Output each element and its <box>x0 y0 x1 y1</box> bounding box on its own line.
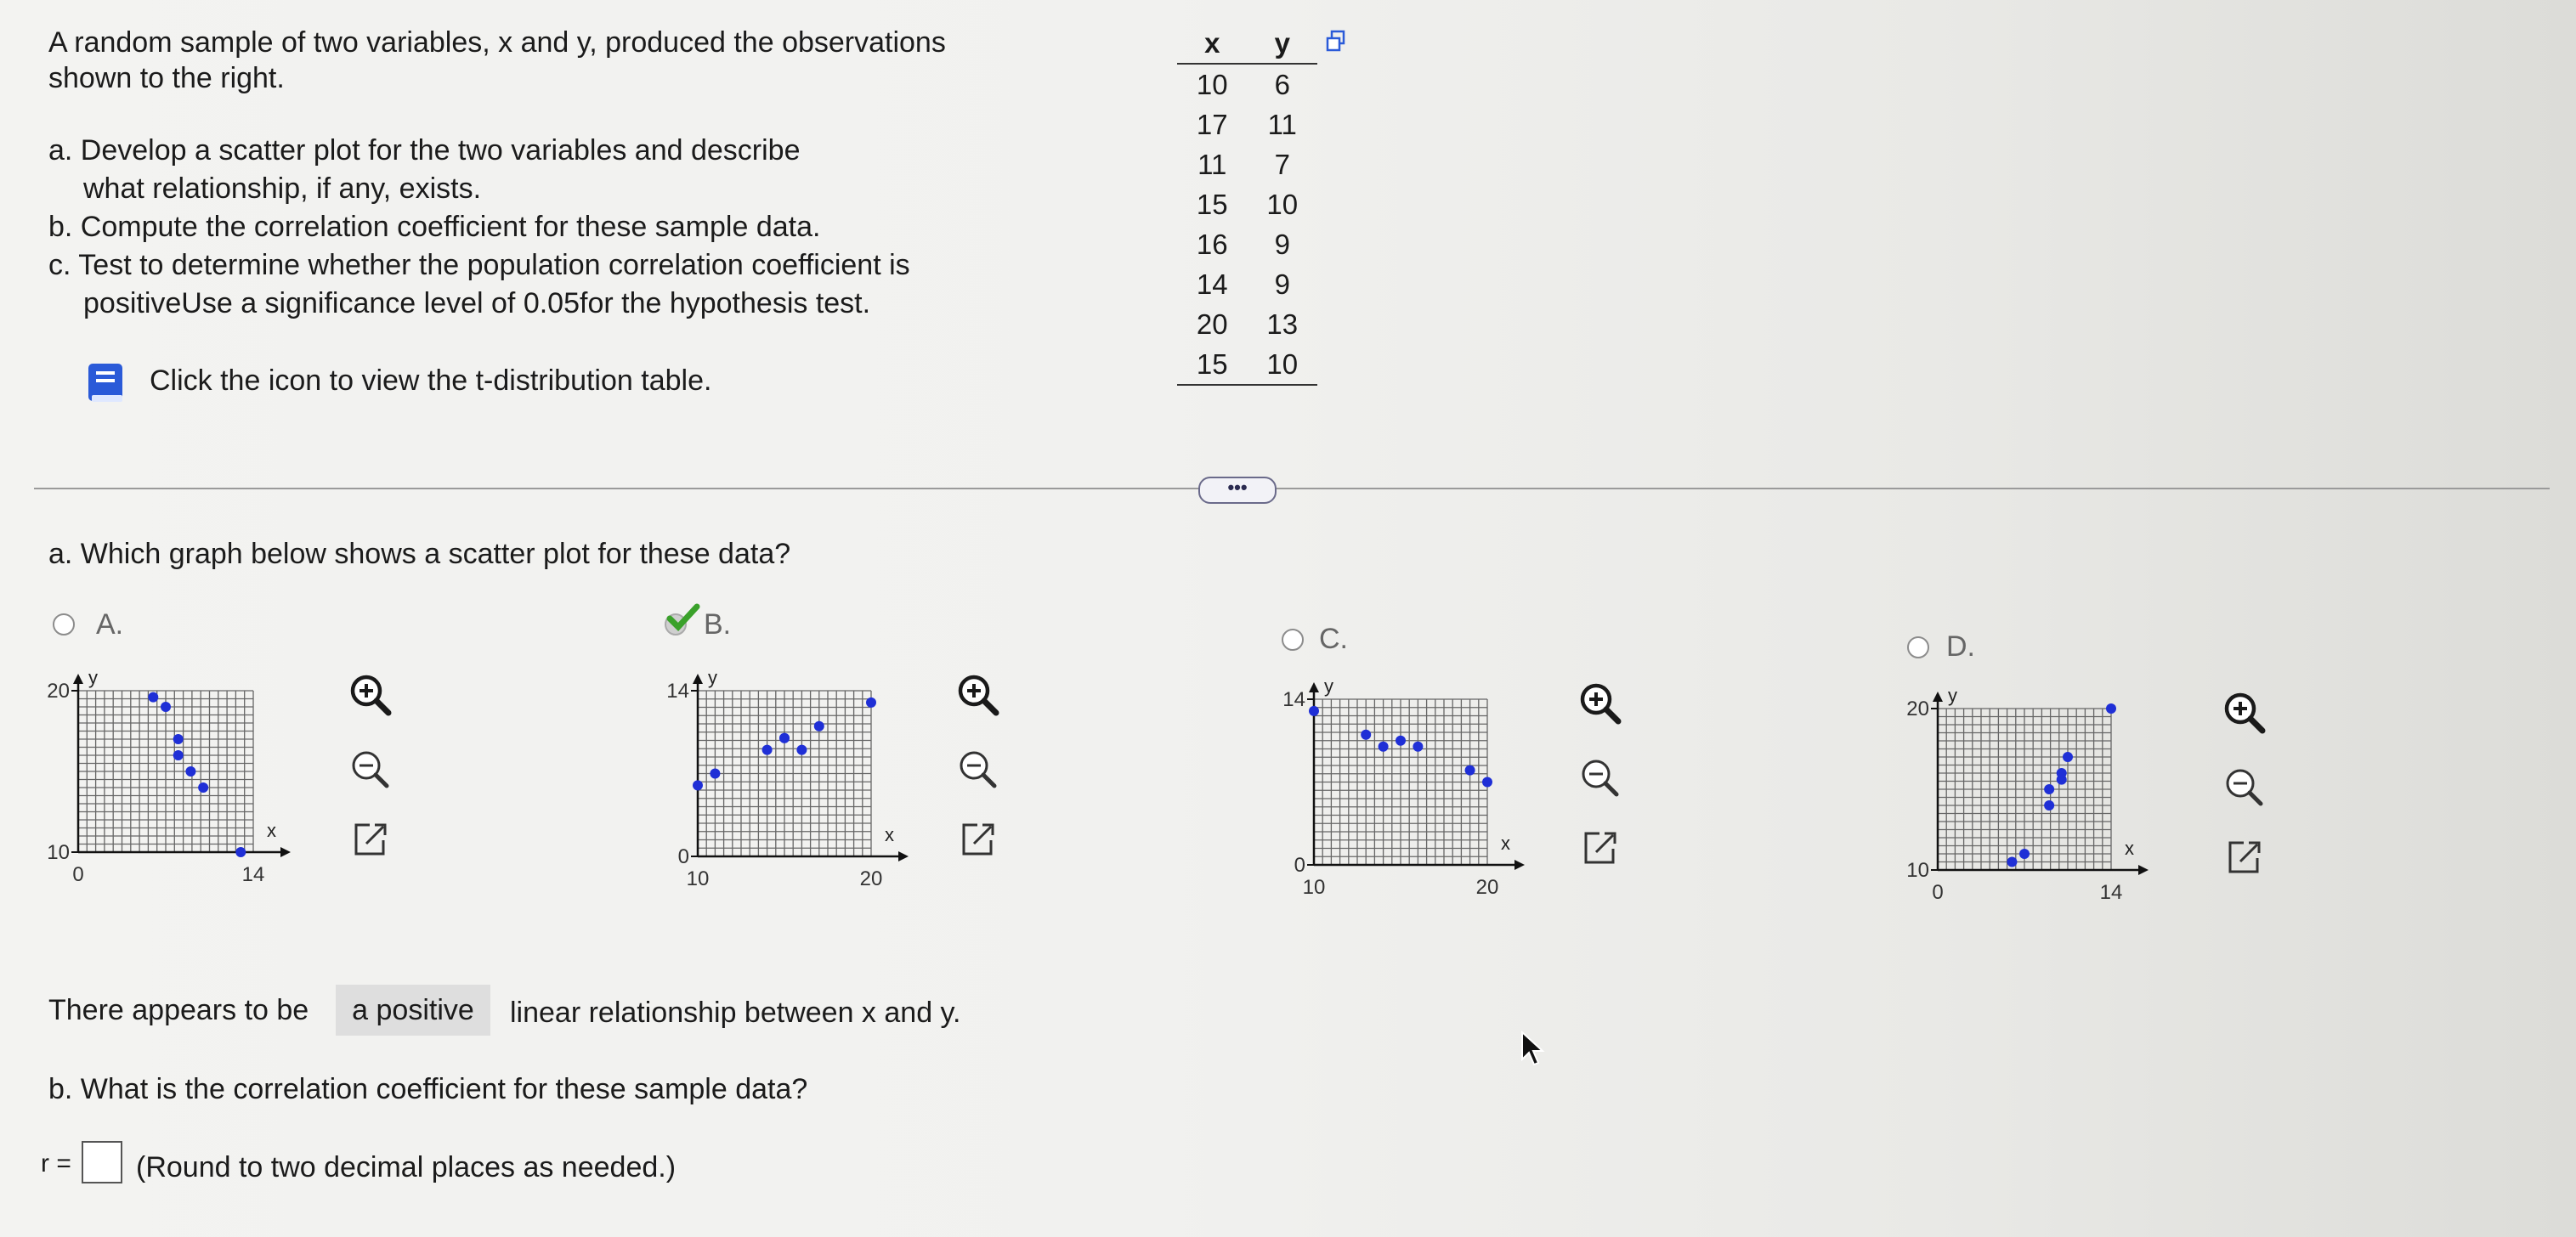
data-point <box>2019 849 2030 859</box>
y-tick-label: 20 <box>1906 698 1929 720</box>
problem-intro-line2: shown to the right. <box>48 62 285 94</box>
problem-part-b-line: b. Compute the correlation coefficient for these sample data. <box>48 211 821 243</box>
data-point <box>2106 703 2116 714</box>
data-point <box>693 780 703 790</box>
data-point <box>1396 736 1406 746</box>
y-axis-label: y <box>88 667 98 688</box>
x-tick-label: 0 <box>1932 881 1944 904</box>
table-cell-x: 10 <box>1196 68 1228 100</box>
problem-part-a-line1: a. Develop a scatter plot for the two variables and describe <box>48 134 801 167</box>
data-point <box>1379 742 1389 752</box>
scatter-plot[interactable] <box>6 665 360 937</box>
sentence-before: There appears to be <box>48 994 309 1026</box>
r-label: r = <box>41 1149 71 1178</box>
y-tick-label: 14 <box>1282 688 1305 711</box>
zoom-out-icon[interactable] <box>952 743 1003 794</box>
rounding-hint: (Round to two decimal places as needed.) <box>136 1151 677 1183</box>
data-point <box>2057 768 2067 778</box>
option-label: C. <box>1319 623 1348 655</box>
option-label: D. <box>1946 630 1975 663</box>
table-cell-x: 16 <box>1196 228 1228 260</box>
data-point <box>814 721 824 731</box>
data-point <box>762 745 773 755</box>
table-row <box>1177 264 1317 304</box>
data-point <box>2007 857 2017 867</box>
x-tick-label: 14 <box>241 863 265 886</box>
problem-part-c-line1: c. Test to determine whether the population correlation coefficient is <box>48 249 910 281</box>
option-label: A. <box>96 608 124 641</box>
plot-grid <box>78 691 253 852</box>
table-cell-y: 9 <box>1274 268 1290 300</box>
x-axis-label: x <box>1501 833 1510 854</box>
x-axis-arrow <box>1514 860 1525 870</box>
table-header-x: x <box>1177 24 1248 64</box>
data-point <box>235 847 246 857</box>
data-point <box>173 750 184 760</box>
scatter-plot[interactable] <box>1242 674 1594 950</box>
table-cell-y: 7 <box>1274 148 1290 180</box>
data-point <box>1413 742 1423 752</box>
y-axis-arrow <box>1309 682 1319 692</box>
scatter-plot[interactable] <box>1865 683 2217 955</box>
data-point <box>1465 765 1475 776</box>
table-row <box>1177 344 1317 385</box>
y-tick-label: 14 <box>666 680 689 703</box>
data-table <box>1177 24 1317 386</box>
x-tick-label: 0 <box>72 863 84 886</box>
plot-grid <box>1938 709 2111 870</box>
data-point <box>2044 800 2054 811</box>
table-cell-x: 14 <box>1196 268 1228 300</box>
data-point <box>148 692 158 703</box>
correlation-input[interactable] <box>82 1141 122 1183</box>
table-cell-x: 20 <box>1196 308 1228 340</box>
data-point <box>1361 730 1371 740</box>
table-cell-x: 15 <box>1177 344 1248 385</box>
table-row <box>1177 104 1317 144</box>
zoom-in-icon[interactable] <box>344 669 395 720</box>
zoom-in-icon[interactable] <box>1574 677 1625 728</box>
plot-grid <box>1314 699 1487 865</box>
sentence-after: linear relationship between x and y. <box>510 997 961 1029</box>
x-tick-label: 20 <box>1475 876 1499 899</box>
table-cell-y: 11 <box>1267 108 1297 140</box>
part-b-question: b. What is the correlation coefficient for these sample data? <box>48 1073 808 1105</box>
mouse-cursor-icon <box>1520 1031 1545 1068</box>
table-row <box>1177 304 1317 344</box>
y-tick-label: 10 <box>1906 859 1929 882</box>
problem-intro-line1: A random sample of two variables, x and y, produced the observations <box>48 26 946 59</box>
plot-grid <box>698 691 871 856</box>
zoom-out-icon[interactable] <box>1574 752 1625 803</box>
option-radio[interactable] <box>53 613 75 635</box>
y-axis-label: y <box>1948 685 1957 706</box>
problem-part-a-line2: what relationship, if any, exists. <box>83 172 482 205</box>
table-cell-x: 17 <box>1196 108 1228 140</box>
table-header-y: y <box>1248 24 1318 64</box>
table-cell-y: 10 <box>1266 188 1299 220</box>
zoom-in-icon[interactable] <box>952 669 1003 720</box>
y-axis-label: y <box>708 667 717 688</box>
open-external-icon[interactable] <box>2218 833 2269 884</box>
x-axis-label: x <box>885 824 894 845</box>
part-a-question: a. Which graph below shows a scatter plot for these data? <box>48 538 791 570</box>
x-axis-label: x <box>267 820 276 841</box>
y-tick-label: 0 <box>1294 854 1305 877</box>
y-axis-arrow <box>73 674 83 684</box>
x-tick-label: 10 <box>686 867 710 890</box>
table-row <box>1177 224 1317 264</box>
zoom-in-icon[interactable] <box>2218 686 2269 737</box>
zoom-out-icon[interactable] <box>344 743 395 794</box>
data-point <box>779 733 790 743</box>
y-tick-label: 0 <box>677 845 689 868</box>
option-radio[interactable] <box>1282 629 1304 651</box>
scatter-plot[interactable] <box>626 665 977 941</box>
section-divider <box>34 488 2550 489</box>
data-point <box>161 702 171 712</box>
x-tick-label: 14 <box>2099 881 2123 904</box>
table-row <box>1177 64 1317 104</box>
data-point <box>1309 706 1319 716</box>
x-axis-arrow <box>2138 865 2149 875</box>
more-button[interactable]: ••• <box>1198 477 1277 504</box>
zoom-out-icon[interactable] <box>2218 761 2269 812</box>
x-tick-label: 20 <box>859 867 883 890</box>
table-row <box>1177 144 1317 184</box>
problem-part-c-line2: positiveUse a significance level of 0.05for the hypothesis test. <box>83 287 871 319</box>
data-point <box>1482 777 1492 788</box>
data-point <box>2044 784 2054 794</box>
data-point <box>198 782 208 793</box>
data-point <box>185 766 195 777</box>
copy-icon[interactable] <box>1326 29 1346 53</box>
y-axis-label: y <box>1324 675 1333 697</box>
t-table-link-text[interactable]: Click the icon to view the t-distribution table. <box>150 364 712 397</box>
y-axis-arrow <box>1933 692 1943 702</box>
table-cell-x: 11 <box>1197 148 1227 180</box>
table-row <box>1177 184 1317 224</box>
y-tick-label: 20 <box>47 680 70 703</box>
data-point <box>796 745 807 755</box>
x-axis-arrow <box>898 851 909 861</box>
x-axis-arrow <box>280 847 291 857</box>
y-tick-label: 10 <box>47 841 70 864</box>
data-point <box>710 769 720 779</box>
data-point <box>866 698 876 708</box>
relationship-answer-dropdown[interactable]: a positive <box>336 985 490 1036</box>
open-external-icon[interactable] <box>344 815 395 866</box>
table-cell-y: 13 <box>1266 308 1299 340</box>
checkmark-icon <box>666 603 700 634</box>
open-external-icon[interactable] <box>1574 823 1625 874</box>
open-external-icon[interactable] <box>952 815 1003 866</box>
data-point <box>2063 752 2073 762</box>
table-cell-x: 15 <box>1196 188 1228 220</box>
table-cell-y: 10 <box>1248 344 1318 385</box>
table-cell-y: 9 <box>1274 228 1290 260</box>
book-icon[interactable] <box>85 361 127 405</box>
y-axis-arrow <box>693 674 703 684</box>
data-point <box>173 734 184 744</box>
option-radio[interactable] <box>1907 636 1929 658</box>
x-axis-label: x <box>2125 838 2134 859</box>
option-label: B. <box>704 608 732 641</box>
table-cell-y: 6 <box>1274 68 1290 100</box>
x-tick-label: 10 <box>1302 876 1326 899</box>
